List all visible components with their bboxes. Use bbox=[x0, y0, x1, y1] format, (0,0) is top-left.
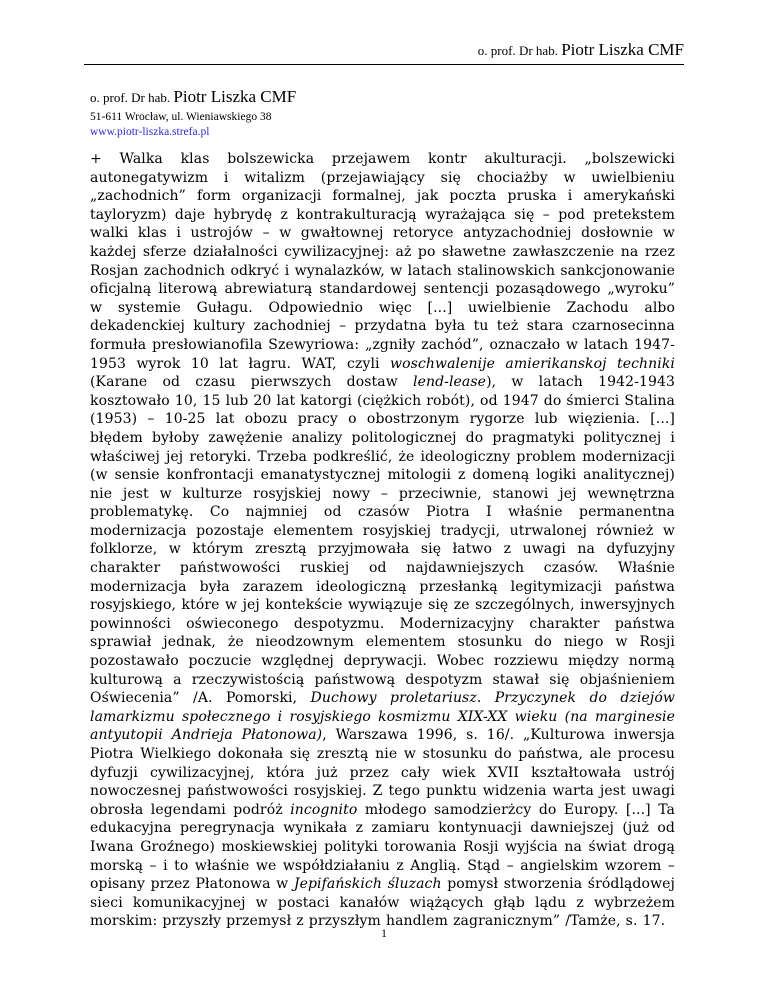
body-paragraph bbox=[90, 150, 675, 931]
italic-text-segment: Duchowy proletariusz. Przyczynek do dziejów lamarkizmu społecznego i rosyjskiego kosmizmu XIX-XX wieku (na marginesie antyutopii Andrieja Płatonowa) bbox=[90, 690, 675, 744]
author-name: Piotr Liszka CMF bbox=[173, 87, 297, 106]
italic-text-segment: incognito bbox=[290, 801, 358, 818]
italic-text-segment: woschwalenije amierikanskoj techniki bbox=[390, 355, 676, 372]
running-header-prefix: o. prof. Dr hab. bbox=[477, 43, 558, 58]
text-segment: pomysł stworzenia śródlądowej sieci komunikacyjnej w postaci kanałów wiążących głąb lądu z wybrzeżem morskim: przyszły przemysł z przyszłym handlem zagranicznym” /Tamże, s. 17. bbox=[90, 876, 675, 930]
text-segment: młodego samodzierżcy do Europy. [...] Ta edukacyjna peregrynacja wynikała z zamiaru kontynuacji dawniejszej (już od Iwana Groźnego) moskiewskiej polityki torowania Rosji wyjścia na świat drogą morską – i to właśnie we współdziałaniu z Anglią. Stąd – angielskim wzorem – opisany przez Płatonowa w bbox=[90, 801, 676, 893]
author-line bbox=[90, 86, 296, 109]
text-segment: (Karane od czasu pierwszych dostaw bbox=[90, 374, 413, 391]
text-segment: ), w latach 1942-1943 kosztowało 10, 15 lub 20 lat katorgi (ciężkich robót), od 1947 do śmierci Stalina (1953) – 10-25 lat obozu pracy o obostrzonym rygorze lub więzienia. [...] błędem byłoby zawężenie analizy politologicznej do pragmatyki politycznej i właściwej jej retoryki. Trzeba podkreślić, że ideologiczny problem modernizacji (w sensie konfrontacji emanatystycznej mitologii z domeną logiki analitycznej) nie jest w kulturze rosyjskiej nowy – przeciwnie, stanowi jej wewnętrzna problematykę. Co najmniej od czasów Piotra I właśnie permanentna modernizacja pozostaje elementem rosyjskiej tradycji, utrwalonej również w folklorze, w którym zresztą przyjmowała się łatwo z uwagi na dyfuzyjny charakter państwowości ruskiej od najdawniejszych czasów. Właśnie modernizacja była zarazem ideologiczną przesłanką legitymizacji państwa rosyjskiego, które w jej kontekście wywiązuje się ze szczególnych, inwersyjnych powinności oświeconego despotyzmu. Modernizacyjny charakter państwa sprawiał jednak, że nieodzownym elementem stosunku do niego w Rosji pozostawało poczucie względnej deprywacji. Wobec rozziewu między normą kulturową a rzeczywistością państwową despotyzm stawał się objaśnieniem Oświecenia” /A. Pomorski, bbox=[90, 374, 675, 707]
text-segment: , Warszawa 1996, s. 16/. „Kulturowa inwersja Piotra Wielkiego dokonała się zresztą nie w stosunku do państwa, ale procesu dyfuzji cywilizacyjnej, która już przez cały wiek XVII kształtowała ustrój nowoczesnej państwowości rosyjskiej. Z tego punktu widzenia warta jest uwagi obrosła legendami podróż bbox=[90, 727, 676, 818]
italic-text-segment: Jepifańskich śluzach bbox=[293, 876, 442, 893]
author-block bbox=[90, 86, 296, 140]
author-prefix: o. prof. Dr hab. bbox=[90, 90, 171, 105]
italic-text-segment: lend-lease bbox=[413, 374, 487, 391]
page-number: 1 bbox=[381, 926, 387, 940]
body-text bbox=[90, 150, 675, 931]
running-header-name: Piotr Liszka CMF bbox=[561, 40, 684, 59]
author-website-link[interactable]: www.piotr-liszka.strefa.pl bbox=[90, 126, 210, 138]
header-rule bbox=[84, 64, 684, 65]
author-address: 51-611 Wrocław, ul. Wieniawskiego 38 bbox=[90, 111, 272, 123]
text-segment: + Walka klas bolszewicka przejawem kontr akulturacji. „bolszewicki autonegatywizm i witalizm (przejawiający się chociażby w uwielbieniu „zachodnich” form organizacji formalnej, jak poczta pruska i amerykański tayloryzm) daje hybrydę z kontrakulturacją wyrażająca się – pod pretekstem walki klas i ustrojów – w gwałtownej retoryce antyzachodniej dosłownie w każdej sferze działalności cywilizacyjnej: aż po sławetne zawłaszczenie na rzez Rosjan zachodnich odkryć i wynalazków, w latach stalinowskich sankcjonowanie oficjalną literową abrewiaturą standardowej sentencji pozasądowego „wyroku” w systemie Gułagu. Odpowiednio więc [...] uwielbienie Zachodu albo dekadenckiej kultury zachodniej – przydatna była tu też stara czarnosecinna formuła presłowianofila Szewyriowa: „zgniły zachód”, oznaczało w latach 1947-1953 wyrok 10 lat łagru. WAT, czyli bbox=[90, 151, 675, 372]
running-header bbox=[478, 40, 684, 60]
